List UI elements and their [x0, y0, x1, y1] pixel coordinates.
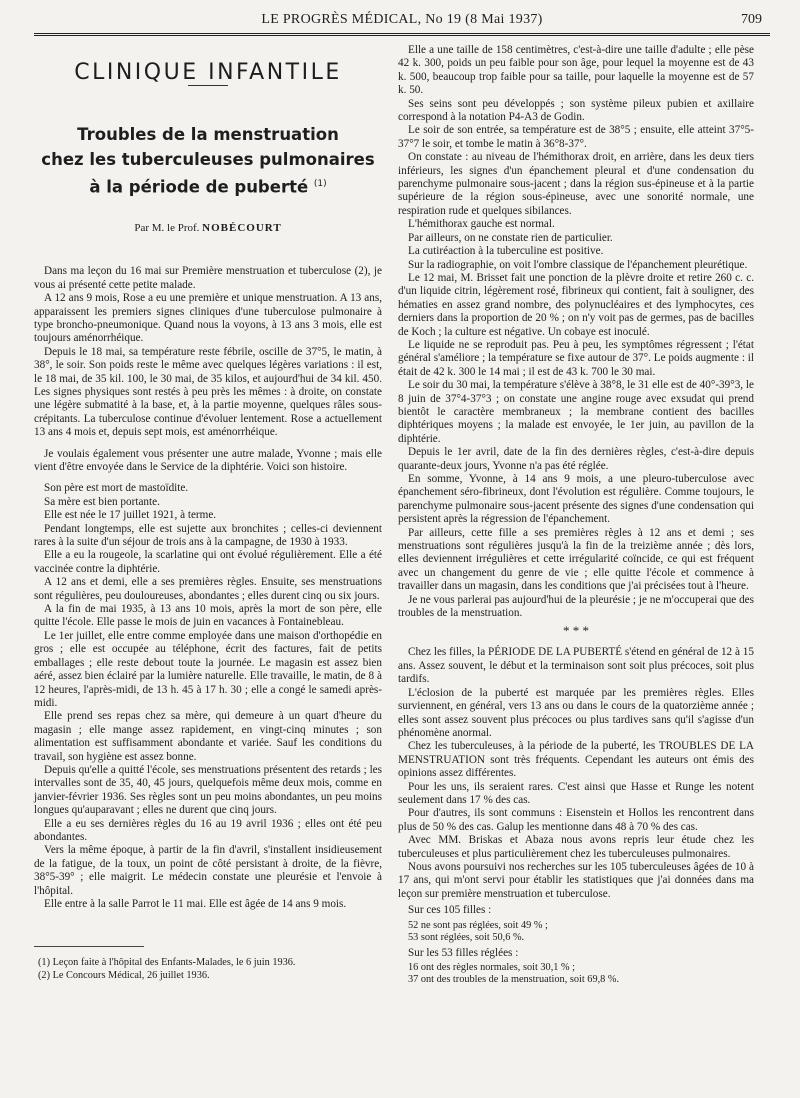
footnotes: [34, 946, 382, 982]
footnote: (1) Leçon faite à l'hôpital des Enfants-Malades, le 6 juin 1936.: [38, 957, 296, 968]
left-column: [34, 44, 382, 911]
paragraph: L'hémithorax gauche est normal.: [408, 218, 555, 231]
running-head: [34, 12, 770, 32]
article-title-line: Troubles de la menstruation: [77, 125, 339, 145]
stats-line: 53 sont réglées, soit 50,6 %.: [408, 931, 525, 943]
page-number: 709: [741, 12, 762, 27]
paragraph: Par ailleurs, on ne constate rien de particulier.: [408, 231, 613, 244]
byline-prefix: Par M. le Prof.: [134, 221, 200, 234]
article-title-line: à la période de puberté $^{(1)}$: [89, 177, 327, 197]
paragraph: Chez les filles, la PÉRIODE DE LA PUBERTÉ s'étend en général de 12 à 15 ans. Assez souvent, le début et la terminaison sont soit plus précoces, soit plus tardifs.: [398, 646, 754, 686]
paragraph: Elle a eu ses dernières règles du 16 au 19 avril 1936 ; elles ont été peu abondantes.: [34, 817, 382, 843]
stats-line: 16 ont des règles normales, soit 30,1 % ;: [408, 962, 576, 973]
paragraph: Ses seins sont peu développés ; son système pileux pubien et axillaire correspond à la notation P4-A3 de Godin.: [398, 97, 754, 124]
paragraph: Pour d'autres, ils sont communs : Eisenstein et Hollos les rencontrent dans plus de 50 % des cas. Galup les mentionne dans 48 à 70 % des cas.: [398, 807, 754, 833]
stats-line: 52 ne sont pas réglées, soit 49 % ;: [408, 919, 548, 931]
section-separator-stars: * * *: [563, 623, 589, 639]
paragraph: Elle a eu la rougeole, la scarlatine qui ont évolué régulièrement. Elle a été vaccinée contre la diphtérie.: [34, 549, 382, 575]
article-title-line: chez les tuberculeuses pulmonaires: [41, 150, 375, 170]
stats-line: 37 ont des troubles de la menstruation, soit 69,8 %.: [408, 974, 620, 985]
paragraph: Par ailleurs, cette fille a ses premières règles à 12 ans et demi ; ses menstruations sont régulières jusqu'à la fin de la treizième année ; dès lors, elles deviennent irrégulières et cette irrégularité coïncide, ce qui est fréquent avec un changement du genre de vie ; elle quitte l'école et commence à travailler dans un magasin, dans les conditions que j'ai précisées tout à l'heure.: [398, 526, 754, 593]
right-column: [398, 44, 754, 986]
paragraph: Avec MM. Briskas et Abaza nous avons repris leur étude chez les tuberculeuses et plus particulièrement chez les tuberculeuses pulmonaires.: [398, 834, 754, 860]
stats-group-label: Sur les 53 filles réglées :: [408, 946, 519, 959]
paragraph: Dans ma leçon du 16 mai sur Première menstruation et tuberculose (2), je vous ai présenté cette petite malade.: [34, 265, 382, 291]
paragraph: Je ne vous parlerai pas aujourd'hui de la pleurésie ; je ne m'occuperai que des troubles de la menstruation.: [398, 593, 754, 620]
paragraph: Depuis le 1er avril, date de la fin des dernières règles, c'est-à-dire depuis quarante-deux jours, Yvonne n'a pas été réglée.: [398, 446, 754, 472]
paragraph: Depuis le 18 mai, sa température reste fébrile, oscille de 37°5, le matin, à 38°, le soir. Son poids reste le même avec quelques légères variations : il est, le 18 mai, de 35 kil. 100, le 30 mai, de 35 kilos, et aujourd'hui de 34 kil. 450. Les signes physiques sont restés à peu près les mêmes : à droite, on constate une légère submatité à la base, et, à la partie moyenne, quelques râles sous-crépitants. La tuberculose continue d'évoluer lentement. Rose a actuellement 13 ans 4 mois et, depuis sept mois, est aménorrhéique.: [34, 345, 382, 439]
running-title: LE PROGRÈS MÉDICAL, No 19 (8 Mai 1937): [261, 12, 543, 27]
section-title: CLINIQUE INFANTILE: [74, 60, 342, 85]
paragraph: En somme, Yvonne, à 14 ans 9 mois, a une pleuro-tuberculose avec épanchement séro-fibrineux, dont l'évolution est régulière. Comme toujours, le parenchyme pulmonaire sous-jacent présente des signes d'une condensation qui persistent après la régression de l'épanchement.: [398, 473, 754, 526]
paragraph: Je voulais également vous présenter une autre malade, Yvonne ; mais elle vient d'être envoyée dans le Service de la diphtérie. Voici son histoire.: [34, 447, 382, 473]
title-footnote-ref: (1): [313, 179, 327, 190]
paragraph: Son père est mort de mastoïdite.: [44, 482, 189, 495]
footnote: (2) Le Concours Médical, 26 juillet 1936.: [38, 970, 210, 981]
byline: [34, 222, 382, 235]
article-title: [34, 122, 382, 200]
paragraph: Elle a une taille de 158 centimètres, c'est-à-dire une taille d'adulte ; elle pèse 42 k. 300, poids un peu faible pour son âge, pour lequel la moyenne est de 43 k. 500, beaucoup trop faible pour sa taille, pour laquelle la moyenne est de 57 k. 50.: [398, 44, 754, 97]
paragraph: Pendant longtemps, elle est sujette aux bronchites ; celles-ci deviennent rares à la suite d'un séjour de trois ans à la campagne, de 1930 à 1933.: [34, 522, 382, 549]
paragraph: Vers la même époque, à partir de la fin d'avril, s'installent insidieusement de la fatigue, de la toux, un point de côté persistant à droite, de la fièvre, 38°5-39° ; elle maigrit. Le médecin constate une pleurésie et l'envoie à l'hôpital.: [34, 844, 382, 897]
paragraph: Elle entre à la salle Parrot le 11 mai. Elle est âgée de 14 ans 9 mois.: [44, 898, 347, 910]
paragraph: L'éclosion de la puberté est marquée par les premières règles. Elles surviennent, en général, vers 13 ans ou dans le cours de la quatorzième année ; elles sont assez souvent plus précoces ou plus tardives sans qu'il s'agisse d'un phénomène anormal.: [398, 686, 754, 739]
paragraph: Sa mère est bien portante.: [44, 495, 160, 508]
paragraph: Chez les tuberculeuses, à la période de la puberté, les TROUBLES DE LA MENSTRUATION sont très fréquents. Cependant les auteurs ont émis des opinions assez différentes.: [398, 740, 754, 780]
paragraph: Le 12 mai, M. Brisset fait une ponction de la plèvre droite et retire 260 c. c. d'un liquide citrin, légèrement rosé, fibrineux qui contient, fait à souligner, des hématies en assez grand nombre, des polynucléaires et des lymphocytes, ces derniers dans la proportion de 20 % ; on n'y voit pas de germes, pas de bacilles de Koch ; la culture est négative. Un cobaye est inoculé.: [398, 271, 754, 338]
paragraph: La cutiréaction à la tuberculine est positive.: [408, 245, 604, 258]
paragraph: Elle prend ses repas chez sa mère, qui demeure à un quart d'heure du magasin ; elle mange assez rapidement, en vingt-cinq minutes ; son alimentation est suffisamment abondante et variée. Sauf les conditions du travail, son hygiène est assez bonne.: [34, 710, 382, 763]
section-divider: [188, 85, 228, 86]
footnote-rule: [34, 946, 144, 947]
paragraph: Le liquide ne se reproduit pas. Peu à peu, les symptômes régressent ; l'état général s'améliore ; la température se fixe autour de 37°. Le poids augmente : il était de 42 k. 300 le 14 mai ; il est de 43 k. 700 le 30 mai.: [398, 338, 754, 378]
paragraph: Le 1er juillet, elle entre comme employée dans une maison d'orthopédie en gros ; elle est occupée au téléphone, écrit des factures, fait de petits emballages ; elle reste debout toute la journée. Le magasin est assez bien aéré, assez bien éclairé par la lumière naturelle. Elle travaille, le matin, de 8 à 12 heures, l'après-midi, de 13 h. 45 à 17 h. 30 ; elle a congé le samedi après-midi.: [34, 629, 382, 709]
paragraph: A 12 ans 9 mois, Rose a eu une première et unique menstruation. A 13 ans, apparaissent les premiers signes cliniques d'une tuberculose pulmonaire à type broncho-pneumonique. Quand nous la voyons, à 13 ans 3 mois, elle est toujours aménorrhéique.: [34, 292, 382, 345]
paragraph: Le soir de son entrée, sa température est de 38°5 ; ensuite, elle atteint 37°5-37°7 le soir, et tombe le matin à 36°8-37°.: [398, 124, 754, 150]
paragraph: Nous avons poursuivi nos recherches sur les 105 tuberculeuses âgées de 10 à 17 ans, qui m'ont servi pour établir les statistiques que j'ai données dans ma leçon sur première menstruation et tuberculose.: [398, 860, 754, 900]
stats-group-label: Sur ces 105 filles :: [408, 904, 492, 917]
paragraph: Pour les uns, ils seraient rares. C'est ainsi que Hasse et Runge les notent seulement dans 17 % des cas.: [398, 780, 754, 806]
paragraph: Sur la radiographie, on voit l'ombre classique de l'épanchement pleurétique.: [408, 258, 748, 271]
paragraph: On constate : au niveau de l'hémithorax droit, en arrière, dans les deux tiers inférieurs, les signes d'un épanchement pleural et d'une condensation du parenchyme pulmonaire sous-jacent ; dans la région sus-épineuse et à la partie supérieure de la région sous-épineuse, avec une sonorité normale, une respiration rude et quelques sibilances.: [398, 151, 754, 217]
header-double-rule: [34, 33, 770, 36]
paragraph: Le soir du 30 mai, la température s'élève à 38°8, le 31 elle est de 40°-39°3, le 8 juin de 37°4-37°3 ; on constate une angine rouge avec exsudat qui prend bientôt le caractère membraneux ; la membrane contient des bacilles diphtériques moyens ; la malade est envoyée, le 1er juin, au pavillon de la diphtérie.: [398, 379, 754, 445]
paragraph: Elle est née le 17 juillet 1921, à terme.: [44, 509, 217, 522]
paragraph: A la fin de mai 1935, à 13 ans 10 mois, après la mort de son père, elle quitte l'école. Elle passe le mois de juin en vacances à Fontainebleau.: [34, 603, 382, 629]
paragraph: Depuis qu'elle a quitté l'école, ses menstruations présentent des retards ; les intervalles sont de 35, 40, 45 jours, quelquefois même deux mois, comme en janvier-février 1936. Ses règles sont un peu moins abondantes, un peu moins longues qu'auparavant ; elles ne durent que cinq jours.: [34, 763, 382, 817]
paragraph: A 12 ans et demi, elle a ses premières règles. Ensuite, ses menstruations sont régulières, peu douloureuses, abondantes ; elles durent cinq ou six jours.: [34, 576, 382, 602]
author-name: NOBÉCOURT: [202, 221, 282, 234]
